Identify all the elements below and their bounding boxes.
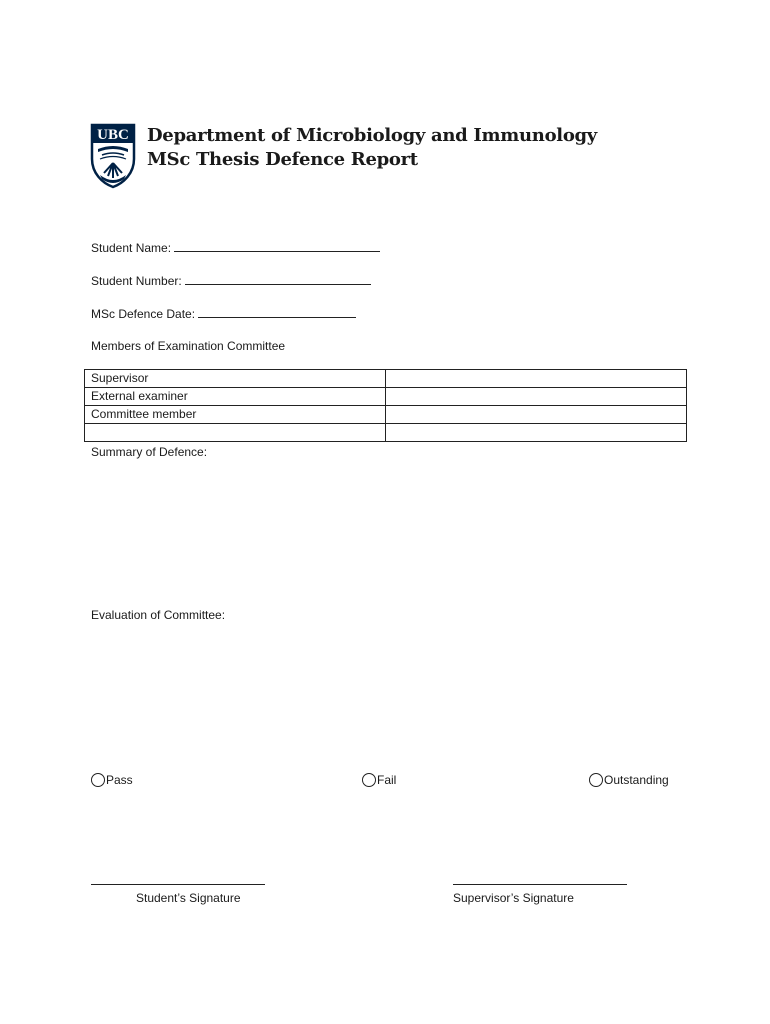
student-number-label: Student Number: <box>91 274 182 288</box>
table-row <box>85 406 687 424</box>
outcome-pass[interactable] <box>91 773 133 787</box>
student-number-blank[interactable] <box>185 273 371 285</box>
outcome-fail[interactable] <box>362 773 396 787</box>
report-title: MSc Thesis Defence Report <box>147 149 418 170</box>
student-name-field <box>91 240 380 255</box>
committee-role-cell[interactable] <box>85 424 386 442</box>
committee-role-cell: External examiner <box>85 388 386 406</box>
student-signature-label: Student’s Signature <box>136 891 241 905</box>
student-signature-line[interactable] <box>91 884 265 885</box>
summary-label: Summary of Defence: <box>91 445 208 459</box>
student-name-label: Student Name: <box>91 241 172 255</box>
fail-radio-icon[interactable] <box>362 773 376 787</box>
supervisor-signature-line[interactable] <box>453 884 627 885</box>
committee-name-cell[interactable] <box>386 370 687 388</box>
pass-label: Pass <box>106 773 133 787</box>
committee-table <box>84 369 687 442</box>
table-row <box>85 388 687 406</box>
committee-role-cell: Supervisor <box>85 370 386 388</box>
committee-name-cell[interactable] <box>386 406 687 424</box>
committee-name-cell[interactable] <box>386 388 687 406</box>
defence-date-field <box>91 306 356 321</box>
student-number-field <box>91 273 371 288</box>
table-row <box>85 424 687 442</box>
committee-role-cell: Committee member <box>85 406 386 424</box>
committee-name-cell[interactable] <box>386 424 687 442</box>
defence-date-label: MSc Defence Date: <box>91 307 196 321</box>
ubc-crest-logo <box>90 123 136 189</box>
pass-radio-icon[interactable] <box>91 773 105 787</box>
department-title: Department of Microbiology and Immunology <box>147 125 597 146</box>
student-name-blank[interactable] <box>174 240 380 252</box>
outcome-outstanding[interactable] <box>589 773 669 787</box>
supervisor-signature-label: Supervisor’s Signature <box>453 891 574 905</box>
defence-date-blank[interactable] <box>198 306 356 318</box>
logo-text: UBC <box>97 127 129 143</box>
evaluation-label: Evaluation of Committee: <box>91 608 226 622</box>
outstanding-radio-icon[interactable] <box>589 773 603 787</box>
table-row <box>85 370 687 388</box>
report-heading <box>147 124 597 172</box>
fail-label: Fail <box>377 773 397 787</box>
committee-heading: Members of Examination Committee <box>91 339 286 353</box>
outstanding-label: Outstanding <box>604 773 669 787</box>
